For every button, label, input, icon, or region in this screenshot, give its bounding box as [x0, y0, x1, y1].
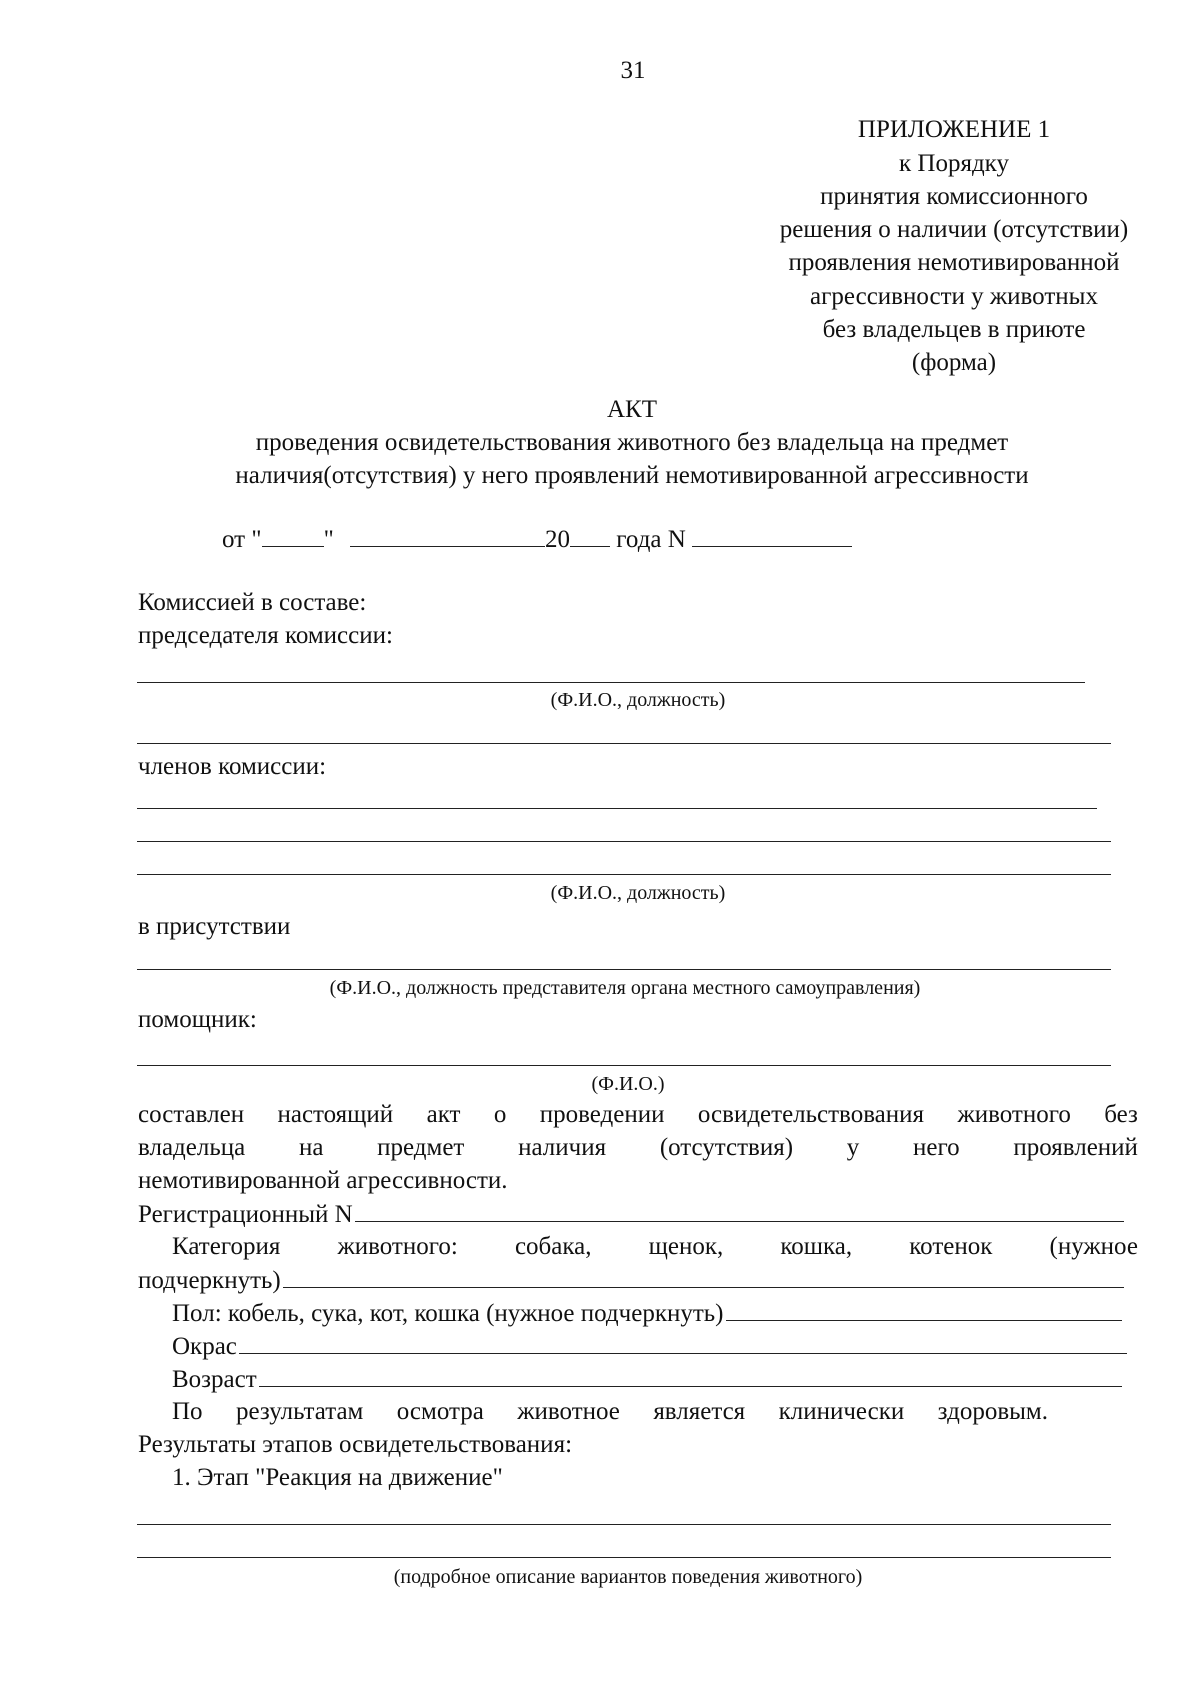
word: является — [653, 1398, 746, 1425]
word: здоровым. — [937, 1398, 1048, 1425]
age-field[interactable] — [259, 1364, 1122, 1387]
appendix-line: проявления немотивированной — [788, 249, 1120, 276]
year-word-label: года N — [616, 526, 686, 553]
date-line — [222, 524, 852, 555]
assistant-name-line[interactable] — [137, 1065, 1111, 1066]
word: (отсутствия) — [659, 1134, 794, 1161]
word: По — [172, 1398, 203, 1425]
word: него — [913, 1134, 960, 1161]
word: о — [493, 1101, 507, 1128]
category-option-puppy[interactable]: щенок, — [648, 1233, 724, 1260]
word: проведении — [539, 1101, 665, 1128]
members-label: членов комиссии: — [138, 753, 327, 780]
body-line-1 — [138, 1100, 1138, 1130]
member-line-1[interactable] — [137, 808, 1097, 809]
word: проявлений — [1013, 1134, 1138, 1161]
chairman-label: председателя комиссии: — [138, 622, 393, 649]
result-row — [172, 1397, 1048, 1427]
member-line-2[interactable] — [137, 841, 1111, 842]
page-number: 31 — [620, 57, 646, 84]
word: животного: — [337, 1233, 458, 1260]
word: владельца — [138, 1134, 246, 1161]
body-line-2 — [138, 1133, 1138, 1163]
category-cont-row — [138, 1265, 1124, 1296]
color-row — [172, 1331, 1127, 1362]
word: животное — [517, 1398, 620, 1425]
word: клинически — [778, 1398, 905, 1425]
presence-caption: (Ф.И.О., должность представителя органа местного самоуправления) — [329, 977, 921, 999]
month-field[interactable] — [350, 524, 545, 547]
word: осмотра — [396, 1398, 484, 1425]
date-from-label: от " — [222, 526, 262, 553]
date-quote: " — [323, 526, 334, 553]
word: у — [846, 1134, 860, 1161]
word: настоящий — [277, 1101, 394, 1128]
act-subtitle: наличия(отсутствия) у него проявлений немотивированной агрессивности — [235, 462, 1029, 489]
act-number-field[interactable] — [692, 524, 852, 547]
color-field[interactable] — [239, 1331, 1127, 1354]
stage-1-line-1[interactable] — [137, 1524, 1111, 1525]
category-row — [172, 1232, 1138, 1262]
presence-name-line[interactable] — [137, 969, 1111, 970]
chairman-name-line[interactable] — [137, 682, 1085, 683]
appendix-line: (форма) — [911, 349, 997, 376]
fio-position-caption: (Ф.И.О., должность) — [550, 689, 726, 711]
word: животного — [957, 1101, 1071, 1128]
word: результатам — [235, 1398, 364, 1425]
stage-1-title: 1. Этап "Реакция на движение" — [172, 1464, 503, 1491]
age-row — [172, 1364, 1122, 1395]
appendix-line: решения о наличии (отсутствии) — [779, 216, 1129, 243]
assistant-label: помощник: — [138, 1006, 257, 1033]
sex-row — [172, 1298, 1122, 1329]
word: акт — [426, 1101, 461, 1128]
category-option-kitten[interactable]: котенок — [909, 1233, 993, 1260]
fio-position-caption: (Ф.И.О., должность) — [550, 882, 726, 904]
word: без — [1104, 1101, 1138, 1128]
category-field[interactable] — [283, 1265, 1124, 1288]
sex-field[interactable] — [726, 1298, 1122, 1321]
year-field[interactable] — [570, 524, 610, 547]
category-option-cat[interactable]: кошка, — [780, 1233, 853, 1260]
appendix-line: принятия комиссионного — [820, 183, 1088, 210]
presence-label: в присутствии — [138, 913, 291, 940]
reg-number-field[interactable] — [355, 1199, 1124, 1222]
word: освидетельствования — [697, 1101, 925, 1128]
appendix-line: агрессивности у животных — [810, 283, 1098, 310]
word: наличия — [518, 1134, 607, 1161]
color-label: Окрас — [172, 1333, 237, 1360]
member-line-3[interactable] — [137, 874, 1111, 875]
word: составлен — [138, 1101, 245, 1128]
appendix-line: к Порядку — [899, 150, 1009, 177]
act-subtitle: проведения освидетельствования животного без владельца на предмет — [255, 429, 1009, 456]
age-label: Возраст — [172, 1366, 257, 1393]
day-field[interactable] — [262, 524, 324, 547]
act-title: АКТ — [607, 396, 657, 423]
sex-label: Пол: кобель, сука, кот, кошка (нужное подчеркнуть) — [172, 1300, 724, 1327]
reg-number-row — [138, 1199, 1124, 1230]
category-option-dog[interactable]: собака, — [514, 1233, 592, 1260]
category-cont-label: подчеркнуть) — [138, 1267, 281, 1294]
chairman-extra-line[interactable] — [137, 743, 1111, 744]
word: на — [298, 1134, 324, 1161]
stage-caption: (подробное описание вариантов поведения животного) — [393, 1566, 863, 1588]
year-prefix: 20 — [545, 526, 571, 553]
commission-intro: Комиссией в составе: — [138, 589, 367, 616]
word: Категория — [172, 1233, 281, 1260]
appendix-title: ПРИЛОЖЕНИЕ 1 — [857, 116, 1051, 143]
word: предмет — [377, 1134, 465, 1161]
assistant-caption: (Ф.И.О.) — [591, 1073, 665, 1095]
stages-heading: Результаты этапов освидетельствования: — [138, 1431, 573, 1458]
reg-number-label: Регистрационный N — [138, 1201, 353, 1228]
word: (нужное — [1049, 1233, 1138, 1260]
stage-1-line-2[interactable] — [137, 1557, 1111, 1558]
body-line-3: немотивированной агрессивности. — [138, 1167, 508, 1194]
appendix-line: без владельцев в приюте — [822, 316, 1086, 343]
